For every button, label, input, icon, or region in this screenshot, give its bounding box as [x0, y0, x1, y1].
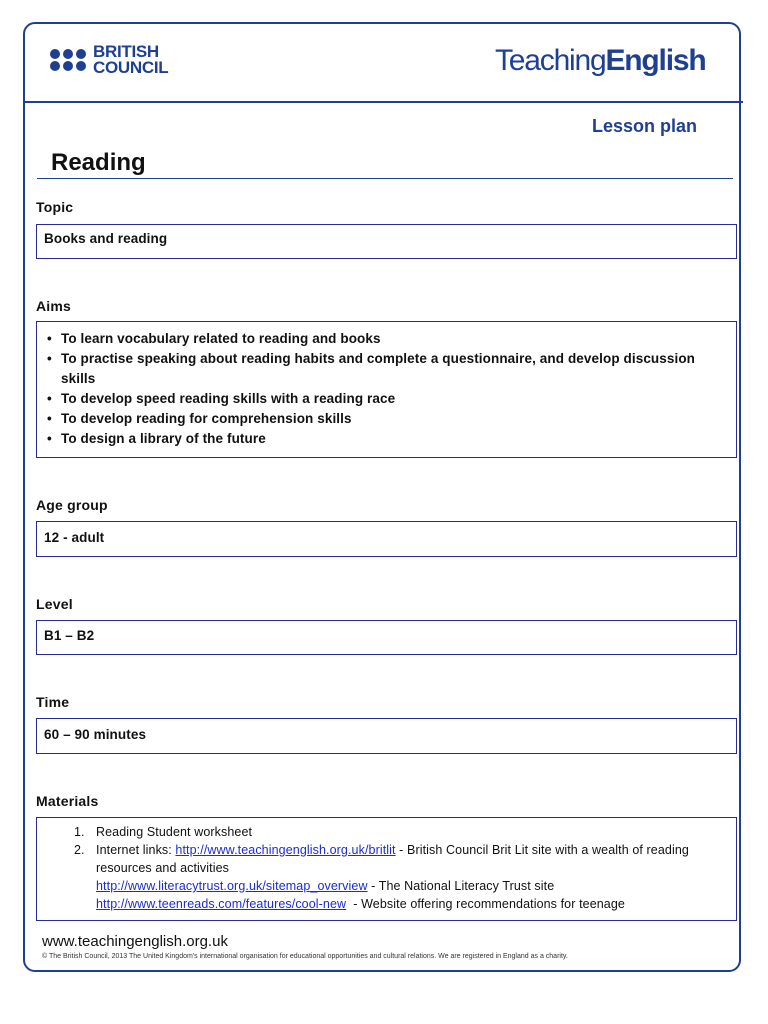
teenreads-link-description: - Website offering recommendations for teenage: [346, 897, 625, 911]
materials-label: Materials: [36, 793, 99, 809]
lesson-plan-label: Lesson plan: [592, 116, 698, 136]
aims-item: • To design a library of the future: [44, 429, 729, 449]
aims-item: • To practise speaking about reading habits and complete a questionnaire, and develop discussion skills: [44, 349, 729, 389]
bc-logo-line1: BRITISH: [93, 42, 159, 61]
literacy-trust-link[interactable]: http://www.literacytrust.org.uk/sitemap_overview: [96, 879, 368, 893]
teenreads-link[interactable]: http://www.teenreads.com/features/cool-new: [96, 897, 347, 911]
materials-item-text: Reading Student worksheet: [96, 825, 253, 839]
age-group-label: Age group: [36, 497, 108, 513]
british-council-logo: [50, 44, 168, 76]
time-box: [36, 718, 737, 754]
materials-item: [44, 823, 729, 841]
materials-list: [44, 823, 729, 913]
aims-box: [36, 321, 737, 458]
aims-item: • To develop reading for comprehension skills: [44, 409, 729, 429]
aims-label: Aims: [36, 298, 72, 314]
materials-box: [36, 817, 737, 921]
materials-item-number: 1.: [74, 825, 85, 839]
page-title: Reading: [51, 149, 146, 176]
te-logo-regular: Teaching: [495, 44, 606, 77]
bc-logo-line2: COUNCIL: [93, 58, 169, 77]
age-group-box: [36, 521, 737, 557]
level-label: Level: [36, 596, 73, 612]
teachingenglish-logo: [495, 44, 705, 78]
aims-list: [44, 329, 729, 449]
british-council-dots-icon: [50, 49, 86, 71]
materials-item: [44, 841, 729, 913]
britlit-link-description: - British Council Brit Lit site with a wealth of reading resources and activities: [96, 843, 689, 875]
britlit-link[interactable]: http://www.teachingenglish.org.uk/britlit: [175, 843, 396, 857]
title-divider: [37, 178, 733, 179]
materials-item-number: 2.: [74, 843, 85, 857]
footer-url: www.teachingenglish.org.uk: [42, 933, 228, 950]
time-label: Time: [36, 694, 70, 710]
topic-box: [36, 224, 737, 259]
header-divider: [25, 101, 743, 103]
aims-item: • To learn vocabulary related to reading and books: [44, 329, 729, 349]
level-value: B1 – B2: [44, 628, 95, 643]
te-logo-bold: English: [605, 44, 706, 77]
materials-item-prefix: Internet links:: [96, 843, 176, 857]
literacy-trust-link-description: - The National Literacy Trust site: [367, 879, 555, 893]
level-box: [36, 620, 737, 655]
age-group-value: 12 - adult: [44, 530, 105, 545]
time-value: 60 – 90 minutes: [44, 727, 147, 742]
aims-item: • To develop speed reading skills with a reading race: [44, 389, 729, 409]
footer-legal-text: © The British Council, 2013 The United Kingdom's international organisation for educational opportunities and cultural relations. We are registered in England as a charity.: [42, 953, 568, 960]
topic-label: Topic: [36, 199, 74, 215]
topic-value: Books and reading: [44, 231, 168, 246]
